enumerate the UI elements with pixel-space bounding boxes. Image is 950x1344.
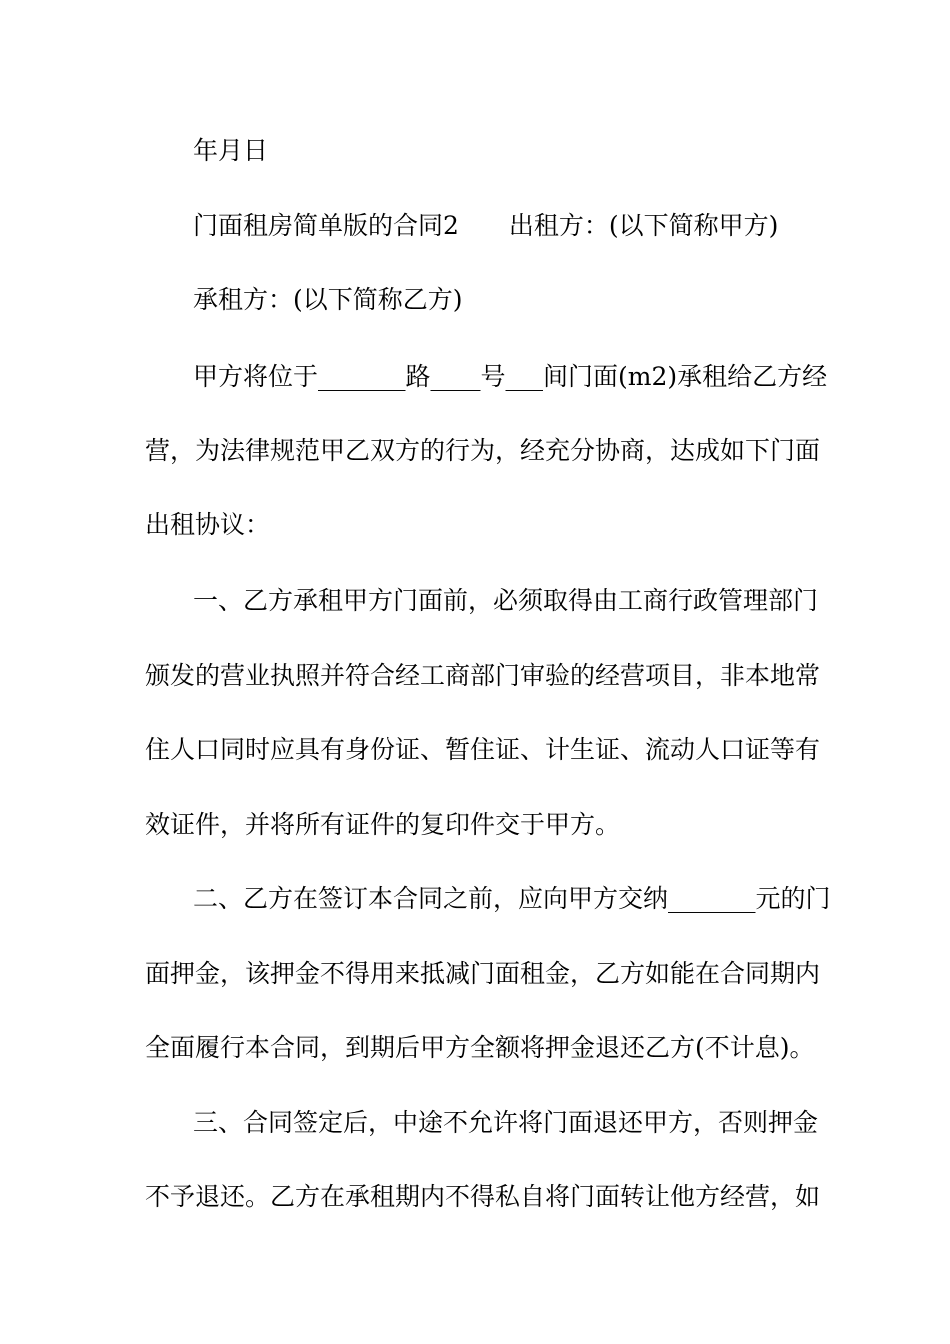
paragraph-line: 出租协议： xyxy=(145,510,271,539)
date-line: 年月日 xyxy=(193,136,269,165)
paragraph-line: 全面履行本合同，到期后甲方全额将押金退还乙方(不计息)。 xyxy=(145,1033,815,1062)
paragraph-line: 住人口同时应具有身份证、暂住证、计生证、流动人口证等有 xyxy=(145,735,821,764)
paragraph-line: 颁发的营业执照并符合经工商部门审验的经营项目，非本地常 xyxy=(145,661,821,690)
paragraph-line: 面押金，该押金不得用来抵减门面租金，乙方如能在合同期内 xyxy=(145,959,821,988)
lessee-line: 承租方：(以下简称乙方) xyxy=(193,285,463,314)
paragraph-line: 不予退还。乙方在承租期内不得私自将门面转让他方经营，如 xyxy=(145,1182,821,1211)
paragraph-line: 营，为法律规范甲乙双方的行为，经充分协商，达成如下门面 xyxy=(145,436,821,465)
paragraph-line: 二、乙方在签订本合同之前，应向甲方交纳_______元的门 xyxy=(193,884,831,913)
title-line: 门面租房简单版的合同2 出租方：(以下简称甲方) xyxy=(193,211,779,240)
paragraph-line: 三、合同签定后，中途不允许将门面退还甲方，否则押金 xyxy=(193,1108,819,1137)
paragraph-line: 效证件，并将所有证件的复印件交于甲方。 xyxy=(145,810,621,839)
paragraph-line: 一、乙方承租甲方门面前，必须取得由工商行政管理部门 xyxy=(193,586,819,615)
paragraph-line: 甲方将位于_______路____号___间门面(m2)承租给乙方经 xyxy=(193,362,828,391)
